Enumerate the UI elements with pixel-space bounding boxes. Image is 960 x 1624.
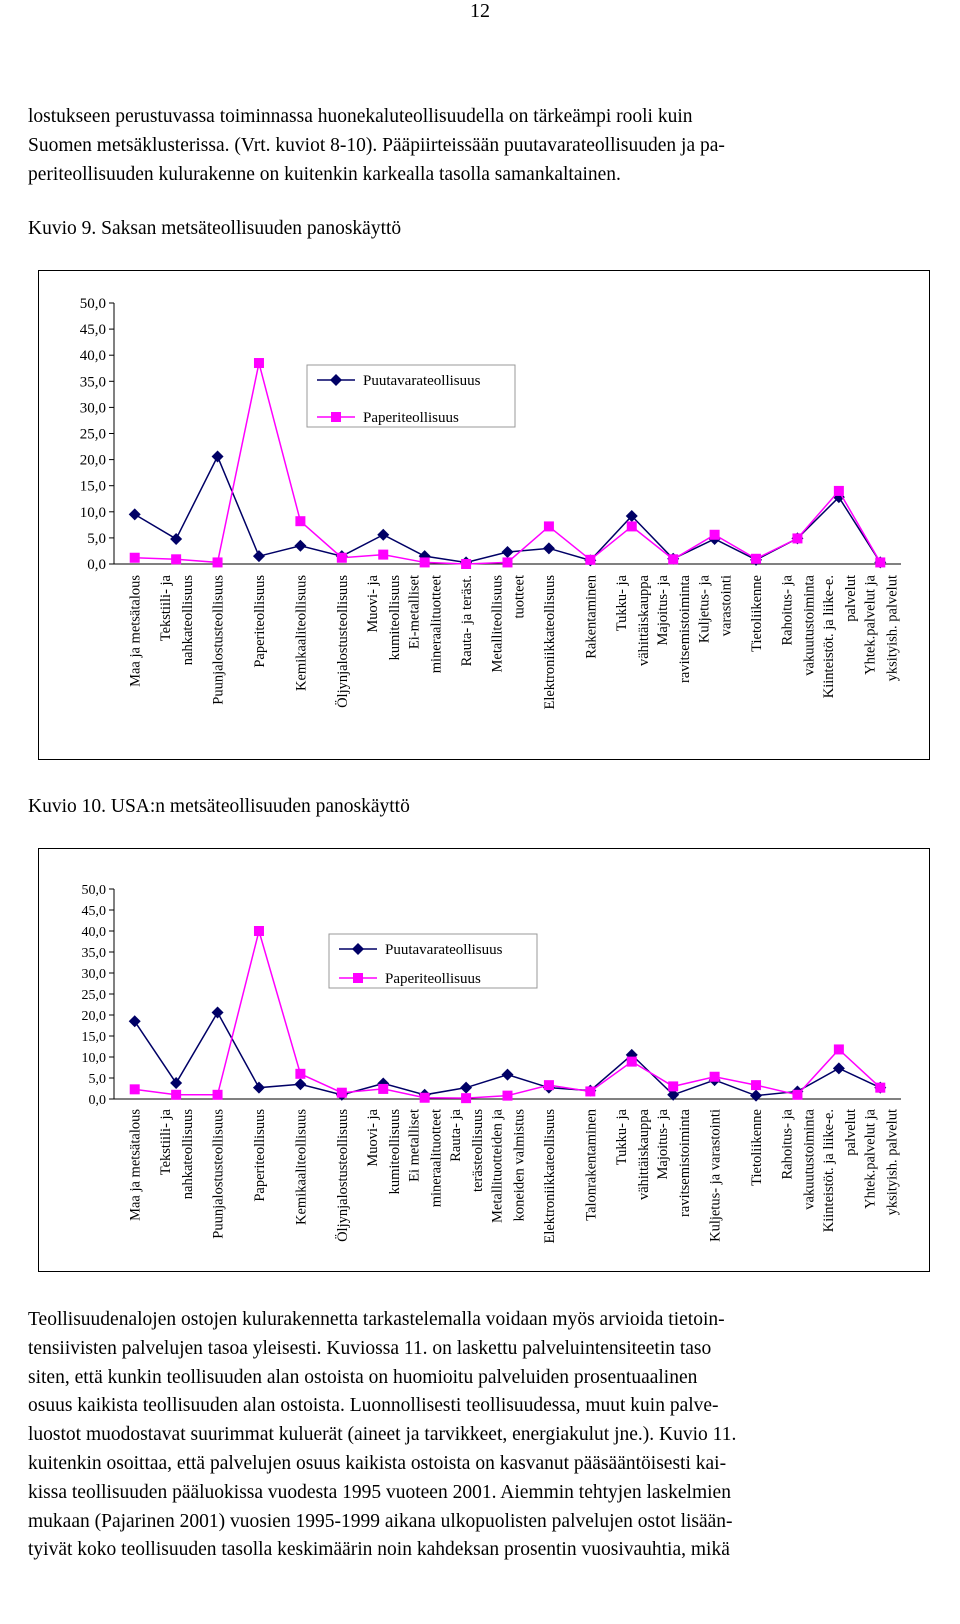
- data-point-square: [420, 1093, 430, 1103]
- y-tick-label: 5,0: [87, 530, 106, 547]
- y-tick-label: 5,0: [88, 1072, 106, 1087]
- x-category-label: nahkateollisuus: [180, 575, 197, 666]
- data-point-square: [213, 557, 223, 567]
- y-tick-label: 30,0: [81, 967, 106, 982]
- outro-paragraph: [28, 1306, 928, 1565]
- x-category-label: Tietoliikenne: [749, 1109, 766, 1186]
- x-category-label: Metallituotteiden ja: [489, 1109, 506, 1223]
- x-category-label: yksityish. palvelut: [884, 1109, 901, 1216]
- x-category-label: Metalliteollisuus: [489, 575, 506, 673]
- x-category-label: Rahoitus- ja: [779, 575, 796, 646]
- x-category-label: palvelut: [842, 575, 859, 622]
- legend-label: Puutavarateollisuus: [363, 373, 481, 389]
- y-tick-label: 50,0: [81, 883, 106, 898]
- x-category-label: Rauta- ja: [448, 1109, 465, 1162]
- x-category-label: Tietoliikenne: [749, 575, 766, 652]
- x-category-label: Paperiteollisuus: [251, 1109, 268, 1202]
- data-point-square: [130, 553, 140, 563]
- x-category-label: Muovi- ja: [365, 1109, 382, 1167]
- data-point-diamond: [502, 546, 514, 558]
- data-point-diamond: [253, 1082, 265, 1094]
- x-category-label: Tukku- ja: [613, 575, 630, 632]
- y-tick-label: 40,0: [79, 348, 106, 365]
- x-category-label: Rahoitus- ja: [779, 1109, 796, 1180]
- outro-line: siten, että kunkin teollisuuden alan ostoista on huomioitu palveluiden prosentuaalinen: [28, 1366, 698, 1388]
- x-category-label: Majoitus- ja: [655, 575, 672, 646]
- data-point-square: [710, 1072, 720, 1082]
- y-tick-label: 20,0: [81, 1009, 106, 1024]
- y-tick-label: 15,0: [79, 478, 106, 495]
- data-point-diamond: [294, 1078, 306, 1090]
- x-category-label: kumiteollisuus: [387, 575, 404, 661]
- x-category-label: Rakentaminen: [583, 575, 600, 659]
- x-category-label: vähittäiskauppa: [635, 575, 652, 667]
- data-point-square: [627, 521, 637, 531]
- y-tick-label: 40,0: [81, 925, 106, 940]
- x-category-label: vakuutustoiminta: [801, 575, 818, 676]
- data-point-square: [544, 1080, 554, 1090]
- legend-marker-square: [331, 412, 341, 422]
- data-point-square: [792, 533, 802, 543]
- x-category-label: palvelut: [842, 1109, 859, 1156]
- data-point-square: [130, 1084, 140, 1094]
- x-category-label: Öljynjalostusteollisuus: [334, 1109, 351, 1242]
- data-point-square: [461, 1093, 471, 1103]
- x-category-label: Kiinteistöt. ja liike-e.: [820, 575, 837, 699]
- x-category-label: Yhtek.palvelut ja: [862, 1109, 879, 1209]
- y-tick-label: 25,0: [79, 426, 106, 443]
- x-category-label: mineraalituotteet: [428, 575, 445, 674]
- x-category-label: Maa ja metsätalous: [127, 575, 144, 687]
- outro-line: kissa teollisuuden pääluokissa vuodesta 1995 vuoteen 2001. Aiemmin tehtyjen laskelmien: [28, 1481, 731, 1503]
- data-point-square: [503, 557, 513, 567]
- data-point-square: [585, 1086, 595, 1096]
- y-tick-label: 10,0: [79, 504, 106, 521]
- page-number: 12: [470, 0, 490, 22]
- data-point-square: [378, 1084, 388, 1094]
- data-point-square: [668, 554, 678, 564]
- data-point-square: [295, 516, 305, 526]
- data-point-square: [875, 557, 885, 567]
- data-point-square: [295, 1069, 305, 1079]
- outro-line: mukaan (Pajarinen 2001) vuosien 1995-1999 aikana ulkopuolisten palvelujen ostot lisään-: [28, 1510, 733, 1532]
- x-category-label: Muovi- ja: [365, 575, 382, 633]
- data-point-diamond: [129, 1015, 141, 1027]
- x-category-label: vähittäiskauppa: [635, 1109, 652, 1201]
- x-category-label: tuotteet: [511, 575, 528, 619]
- y-tick-label: 0,0: [88, 1093, 106, 1108]
- y-tick-label: 20,0: [79, 452, 106, 469]
- data-point-square: [751, 554, 761, 564]
- intro-line: lostukseen perustuvassa toiminnassa huonekaluteollisuudella on tärkeämpi rooli kuin: [28, 106, 693, 127]
- x-category-label: Ei metalliset: [406, 1109, 423, 1182]
- y-tick-label: 50,0: [79, 296, 106, 312]
- x-category-label: Kuljetus- ja: [696, 575, 713, 644]
- x-category-label: ravitsemistoiminta: [677, 575, 694, 683]
- y-tick-label: 30,0: [79, 400, 106, 417]
- data-point-diamond: [170, 533, 182, 545]
- outro-line: luostot muodostavat suurimmat kuluerät (aineet ja tarvikkeet, energiakulut jne.). Kuvio 11.: [28, 1424, 737, 1446]
- data-point-square: [710, 530, 720, 540]
- data-point-diamond: [750, 1090, 762, 1102]
- x-category-label: Tekstiili- ja: [158, 575, 175, 642]
- x-category-label: Talonrakentaminen: [583, 1109, 600, 1221]
- data-point-square: [544, 521, 554, 531]
- data-point-square: [254, 926, 264, 936]
- data-point-square: [461, 559, 471, 569]
- outro-line: kuitenkin osoittaa, että palvelujen osuus kaikista ostoista on kasvanut pääsääntöisesti kai-: [28, 1452, 727, 1474]
- y-tick-label: 45,0: [79, 322, 106, 339]
- data-point-square: [254, 358, 264, 368]
- data-point-diamond: [129, 508, 141, 520]
- data-point-square: [668, 1081, 678, 1091]
- outro-line: Teollisuudenalojen ostojen kulurakennetta tarkastelemalla voidaan myös arvioida tietoin-: [28, 1309, 725, 1330]
- y-tick-label: 35,0: [81, 946, 106, 961]
- data-point-square: [875, 1083, 885, 1093]
- x-category-label: Kuljetus- ja varastointi: [707, 1109, 724, 1242]
- series-line: [135, 1012, 881, 1095]
- x-category-label: koneiden valmistus: [511, 1109, 528, 1222]
- intro-paragraph: [28, 103, 928, 189]
- intro-line: Suomen metsäklusterissa. (Vrt. kuviot 8-10). Pääpiirteissään puutavarateollisuuden ja pa-: [28, 134, 725, 156]
- data-point-square: [834, 1044, 844, 1054]
- data-point-square: [834, 486, 844, 496]
- data-point-square: [171, 554, 181, 564]
- data-point-square: [585, 555, 595, 565]
- y-tick-label: 0,0: [87, 557, 106, 573]
- x-category-label: Tukku- ja: [613, 1109, 630, 1166]
- x-category-label: yksityish. palvelut: [884, 575, 901, 682]
- y-tick-label: 15,0: [81, 1030, 106, 1045]
- data-point-diamond: [502, 1069, 514, 1081]
- legend-label: Puutavarateollisuus: [385, 942, 503, 958]
- outro-line: osuus kaikista teollisuuden alan ostoista. Luonnollisesti teollisuudessa, muut kuin palve-: [28, 1395, 719, 1417]
- data-point-diamond: [460, 1082, 472, 1094]
- chart-germany: [38, 270, 930, 760]
- chart-usa: [38, 848, 930, 1272]
- x-category-label: Tekstiili- ja: [158, 1109, 175, 1176]
- x-category-label: Yhtek.palvelut ja: [862, 575, 879, 675]
- x-category-label: nahkateollisuus: [180, 1109, 197, 1200]
- data-point-diamond: [170, 1077, 182, 1089]
- data-point-square: [337, 1088, 347, 1098]
- x-category-label: Kiinteistöt. ja liike-e.: [820, 1109, 837, 1233]
- chart-germany-svg: [39, 271, 929, 759]
- x-category-label: Rauta- ja teräst.: [459, 575, 476, 667]
- data-point-square: [627, 1057, 637, 1067]
- x-category-label: Paperiteollisuus: [251, 575, 268, 668]
- data-point-diamond: [212, 1006, 224, 1018]
- y-tick-label: 35,0: [79, 374, 106, 391]
- data-point-square: [337, 553, 347, 563]
- legend-label: Paperiteollisuus: [385, 971, 481, 987]
- x-category-label: Majoitus- ja: [655, 1109, 672, 1180]
- data-point-square: [213, 1090, 223, 1100]
- legend-marker-square: [353, 973, 363, 983]
- data-point-diamond: [543, 542, 555, 554]
- data-point-diamond: [377, 529, 389, 541]
- data-point-diamond: [294, 540, 306, 552]
- chart-usa-svg: [39, 849, 929, 1271]
- x-category-label: vakuutustoiminta: [801, 1109, 818, 1210]
- x-category-label: Öljynjalostusteollisuus: [334, 575, 351, 708]
- y-tick-label: 25,0: [81, 988, 106, 1003]
- x-category-label: Kemikaaliteollisuus: [293, 575, 310, 691]
- y-tick-label: 10,0: [81, 1051, 106, 1066]
- x-category-label: Ei-metalliset: [406, 575, 423, 650]
- data-point-square: [792, 1090, 802, 1100]
- x-category-label: Kemikaaliteollisuus: [293, 1109, 310, 1225]
- x-category-label: Puunjalostusteollisuus: [210, 1109, 227, 1239]
- x-category-label: Maa ja metsätalous: [127, 1109, 144, 1221]
- x-category-label: Elektroniikkateollisuus: [541, 1109, 558, 1244]
- data-point-square: [503, 1091, 513, 1101]
- data-point-square: [171, 1090, 181, 1100]
- outro-line: tensiivisten palvelujen tasoa yleisesti. Kuviossa 11. on laskettu palveluintensiteetin taso: [28, 1337, 712, 1359]
- data-point-diamond: [833, 1062, 845, 1074]
- x-category-label: kumiteollisuus: [387, 1109, 404, 1195]
- figure-caption-9: Kuvio 9. Saksan metsäteollisuuden panoskäyttö: [28, 218, 402, 239]
- x-category-label: terästeollisuus: [470, 1109, 487, 1192]
- y-tick-label: 45,0: [81, 904, 106, 919]
- x-category-label: Puunjalostusteollisuus: [210, 575, 227, 705]
- x-category-label: ravitsemistoiminta: [677, 1109, 694, 1217]
- x-category-label: mineraalituotteet: [428, 1109, 445, 1208]
- legend-label: Paperiteollisuus: [363, 410, 459, 426]
- figure-caption-10: Kuvio 10. USA:n metsäteollisuuden panoskäyttö: [28, 796, 410, 817]
- x-category-label: Elektroniikkateollisuus: [541, 575, 558, 710]
- data-point-square: [751, 1080, 761, 1090]
- data-point-diamond: [212, 450, 224, 462]
- data-point-square: [420, 557, 430, 567]
- outro-line: tyivät koko teollisuuden tasolla keskimäärin noin kahdeksan prosentin vuosivauhtia, mikä: [28, 1539, 730, 1561]
- data-point-diamond: [253, 550, 265, 562]
- data-point-square: [378, 550, 388, 560]
- x-category-label: varastointi: [718, 575, 735, 637]
- intro-line: periteollisuuden kulurakenne on kuitenkin karkealla tasolla samankaltainen.: [28, 163, 621, 185]
